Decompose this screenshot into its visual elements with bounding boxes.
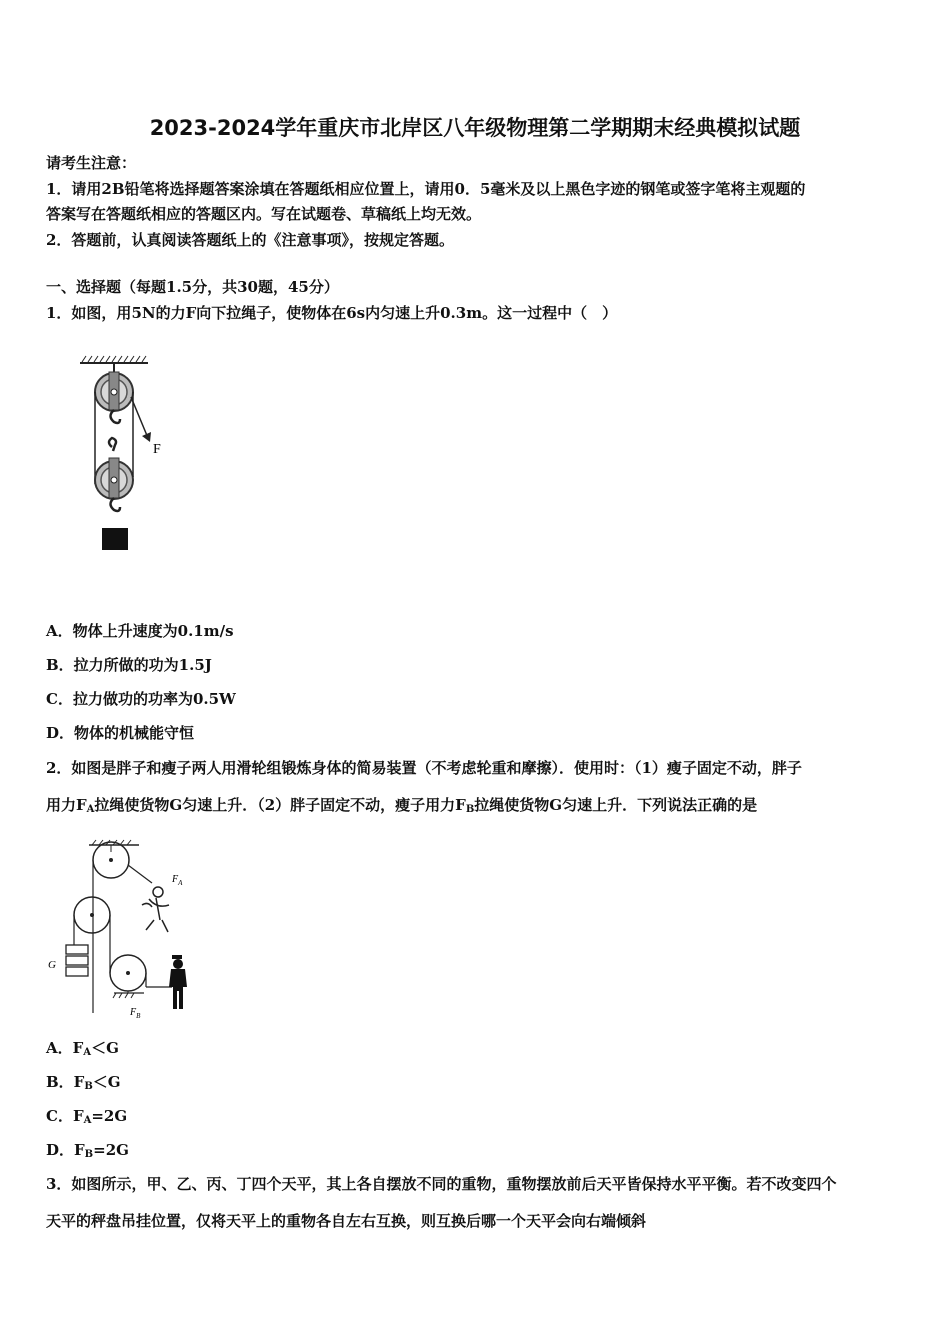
q1-option-b[interactable]: B．拉力所做的功为1.5J — [46, 656, 212, 674]
q3-stem-line-1: 3．如图所示，甲、乙、丙、丁四个天平，其上各自摆放不同的重物，重物摆放前后天平皆保持水平平衡。若不改变四个 — [46, 1175, 837, 1193]
fb-label: $F_B$ — [130, 1007, 141, 1020]
q1-stem: 1．如图，用5N的力F向下拉绳子，使物体在6s内匀速上升0.3m。这一过程中（ ） — [46, 304, 618, 322]
weight-g — [66, 945, 88, 976]
g-label: G — [48, 959, 56, 971]
weight-block — [102, 528, 128, 550]
notice-heading: 请考生注意： — [46, 154, 137, 172]
fa-label: $F_A$ — [172, 874, 183, 887]
q1-option-c[interactable]: C．拉力做功的功率为0.5W — [46, 690, 236, 708]
q2-stem-line-1: 2．如图是胖子和瘦子两人用滑轮组锻炼身体的简易装置（不考虑轮重和摩擦）．使用时：（1）瘦子固定不动，胖子 — [46, 759, 802, 777]
q2-option-c[interactable]: C．$F_A=2G$ — [46, 1107, 128, 1126]
q3-stem-line-2: 天平的秤盘吊挂位置，仅将天平上的重物各自左右互换，则互换后哪一个天平会向右端倾斜 — [46, 1212, 647, 1230]
fixed-pulley — [95, 372, 133, 411]
heavy-person-figure — [169, 955, 187, 1009]
q2-option-d[interactable]: D．$F_B=2G$ — [46, 1141, 129, 1160]
notice-line-1a: 1．请用2B铅笔将选择题答案涂填在答题纸相应位置上，请用0．5毫米及以上黑色字迹的钢笔或签字笔将主观题的 — [46, 180, 806, 198]
q1-option-a[interactable]: A．物体上升速度为0.1m/s — [46, 622, 234, 640]
thin-person-figure — [142, 887, 169, 932]
q1-pulley-figure — [76, 352, 186, 557]
force-label-f: F — [153, 442, 161, 457]
movable-pulley — [95, 458, 133, 499]
notice-line-2: 2．答题前，认真阅读答题纸上的《注意事项》，按规定答题。 — [46, 231, 454, 249]
q2-pulley-figure — [44, 835, 194, 1025]
q1-option-d[interactable]: D．物体的机械能守恒 — [46, 724, 195, 742]
q2-option-a[interactable]: A．$F_A<G$ — [46, 1039, 119, 1058]
ceiling-hatch — [80, 356, 148, 363]
q2-option-b[interactable]: B．$F_B<G$ — [46, 1073, 121, 1092]
page-title: 2023-2024学年重庆市北岸区八年级物理第二学期期末经典模拟试题 — [149, 116, 801, 140]
q2-stem-line-2: 用力$F_A$拉绳使货物G匀速上升．（2）胖子固定不动，瘦子用力$F_B$拉绳使货物G匀速上升．下列说法正确的是 — [46, 796, 758, 815]
notice-line-1b: 答案写在答题纸相应的答题区内。写在试题卷、草稿纸上均无效。 — [46, 205, 482, 223]
section-heading: 一、选择题（每题1.5分，共30题，45分） — [46, 278, 339, 296]
